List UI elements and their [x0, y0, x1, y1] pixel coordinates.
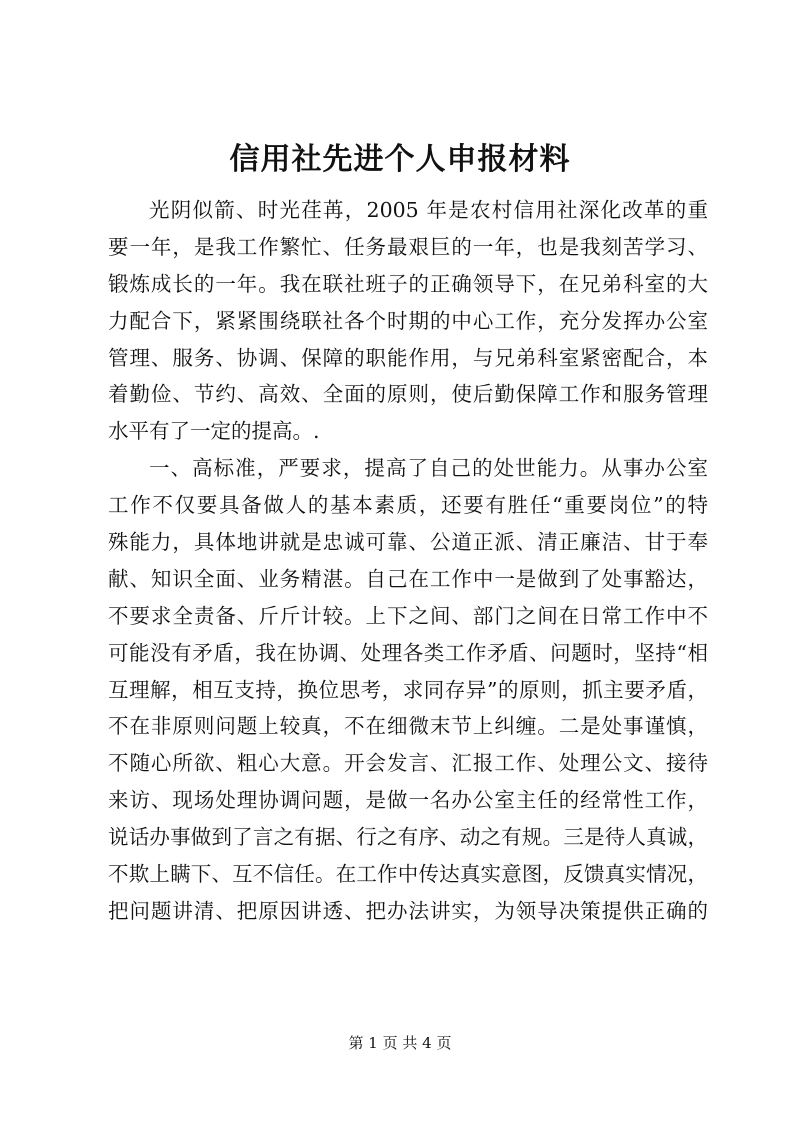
- paragraph-line: 锻炼成长的一年。我在联社班子的正确领导下，在兄弟科室的大: [108, 271, 708, 296]
- paragraph-line: 工作不仅要具备做人的基本素质，还要有胜任“重要岗位”的特: [108, 493, 708, 518]
- paragraph-2: [108, 450, 708, 930]
- paragraph-line: 献、知识全面、业务精湛。自己在工作中一是做到了处事豁达，: [108, 566, 708, 591]
- document-body: [108, 192, 708, 930]
- paragraph-line: 来访、现场处理协调问题，是做一名办公室主任的经常性工作，: [108, 788, 708, 813]
- paragraph-line: 把问题讲清、把原因讲透、把办法讲实，为领导决策提供正确的: [108, 898, 708, 923]
- paragraph-line: 要一年，是我工作繁忙、任务最艰巨的一年，也是我刻苦学习、: [108, 234, 708, 259]
- paragraph-line: 水平有了一定的提高。.: [108, 419, 320, 444]
- paragraph-line: 光阴似箭、时光荏苒，2005 年是农村信用社深化改革的重: [149, 198, 708, 222]
- paragraph-line: 管理、服务、协调、保障的职能作用，与兄弟科室紧密配合，本: [108, 345, 708, 370]
- page-number-footer: 第 1 页 共 4 页: [348, 1034, 452, 1052]
- paragraph-line: 着勤俭、节约、高效、全面的原则，使后勤保障工作和服务管理: [108, 382, 708, 407]
- paragraph-line: 不欺上瞒下、互不信任。在工作中传达真实意图，反馈真实情况，: [108, 862, 708, 887]
- paragraph-line: 可能没有矛盾，我在协调、处理各类工作矛盾、问题时，坚持“相: [108, 640, 708, 665]
- paragraph-line: 不要求全责备、斤斤计较。上下之间、部门之间在日常工作中不: [108, 603, 708, 628]
- paragraph-line: 说话办事做到了言之有据、行之有序、动之有规。三是待人真诚，: [108, 825, 708, 850]
- paragraph-line: 不在非原则问题上较真，不在细微末节上纠缠。二是处事谨慎，: [108, 714, 708, 739]
- paragraph-line: 一、高标准，严要求，提高了自己的处世能力。从事办公室: [149, 456, 708, 481]
- paragraph-line: 互理解，相互支持，换位思考，求同存异”的原则，抓主要矛盾，: [108, 677, 708, 702]
- paragraph-line: 殊能力，具体地讲就是忠诚可靠、公道正派、清正廉洁、甘于奉: [108, 530, 708, 555]
- document-title: 信用社先进个人申报材料: [229, 142, 571, 177]
- paragraph-line: 力配合下，紧紧围绕联社各个时期的中心工作，充分发挥办公室: [108, 308, 708, 333]
- paragraph-1: [108, 192, 708, 450]
- paragraph-line: 不随心所欲、粗心大意。开会发言、汇报工作、处理公文、接待: [108, 751, 708, 776]
